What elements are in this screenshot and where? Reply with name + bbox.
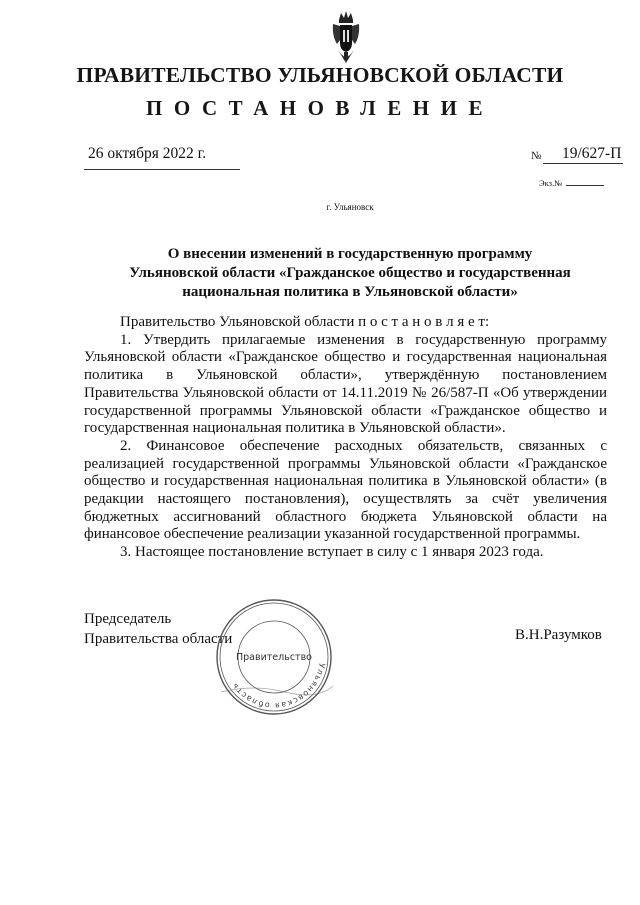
number-sign: №: [531, 150, 542, 162]
document-type-title: ПОСТАНОВЛЕНИЕ: [146, 96, 494, 120]
document-date: 26 октября 2022 г.: [88, 145, 207, 162]
number-underline: [543, 163, 623, 164]
signatory-name: В.Н.Разумков: [515, 627, 602, 643]
date-underline: [84, 169, 240, 170]
paragraph-2: 2. Финансовое обеспечение расходных обязательств, связанных с реализацией государственной программы Ульяновской области «Гражданское общество и государственная национальная политика в Ульяновской области» (в редакции настоящего постановления), осуществлять за счёт увеличения бюджетных ассигнований областного бюджета Ульяновской области на финансовое обеспечение реализации указанной государственной программы.: [84, 437, 607, 543]
copy-number-underline: [566, 185, 604, 186]
official-seal-icon: [213, 596, 335, 718]
seal-center-text: Правительство: [236, 652, 312, 663]
preamble: [84, 314, 607, 332]
position-line: Правительства области: [84, 631, 233, 647]
preamble-spaced-text: п о с т а н о в л я е т:: [358, 314, 490, 330]
government-title: ПРАВИТЕЛЬСТВО УЛЬЯНОВСКОЙ ОБЛАСТИ: [76, 63, 564, 87]
city-label: г. Ульяновск: [326, 202, 374, 212]
svg-text:Ульяновская область: [229, 662, 326, 710]
seal-outer-text: Ульяновская область: [229, 662, 327, 711]
document-number: 19/627-П: [562, 145, 622, 162]
copy-number-label: Экз.№: [539, 178, 563, 188]
subject-line: О внесении изменений в государственную программу: [167, 246, 533, 262]
preamble-text: Правительство Ульяновской области: [120, 314, 359, 330]
paragraph-3: 3. Настоящее постановление вступает в силу с 1 января 2023 года.: [120, 544, 544, 561]
document-subject: [60, 245, 640, 302]
signatory-position: [84, 609, 232, 649]
subject-line: национальная политика в Ульяновской области»: [182, 284, 518, 300]
coat-of-arms-icon: [331, 10, 361, 64]
subject-line: Ульяновской области «Гражданское общество и государственная: [129, 265, 571, 281]
document-body: [84, 314, 607, 562]
paragraph-1: 1. Утвердить прилагаемые изменения в государственную программу Ульяновской области «Гражданское общество и государственная национальная политика в Ульяновской области», утверждённую постановлением Правительства Ульяновской области от 14.11.2019 № 26/587-П «Об утверждении государственной программы Ульяновской области «Гражданское общество и государственная национальная политика в Ульяновской области».: [84, 331, 607, 437]
position-line: Председатель: [84, 611, 172, 627]
